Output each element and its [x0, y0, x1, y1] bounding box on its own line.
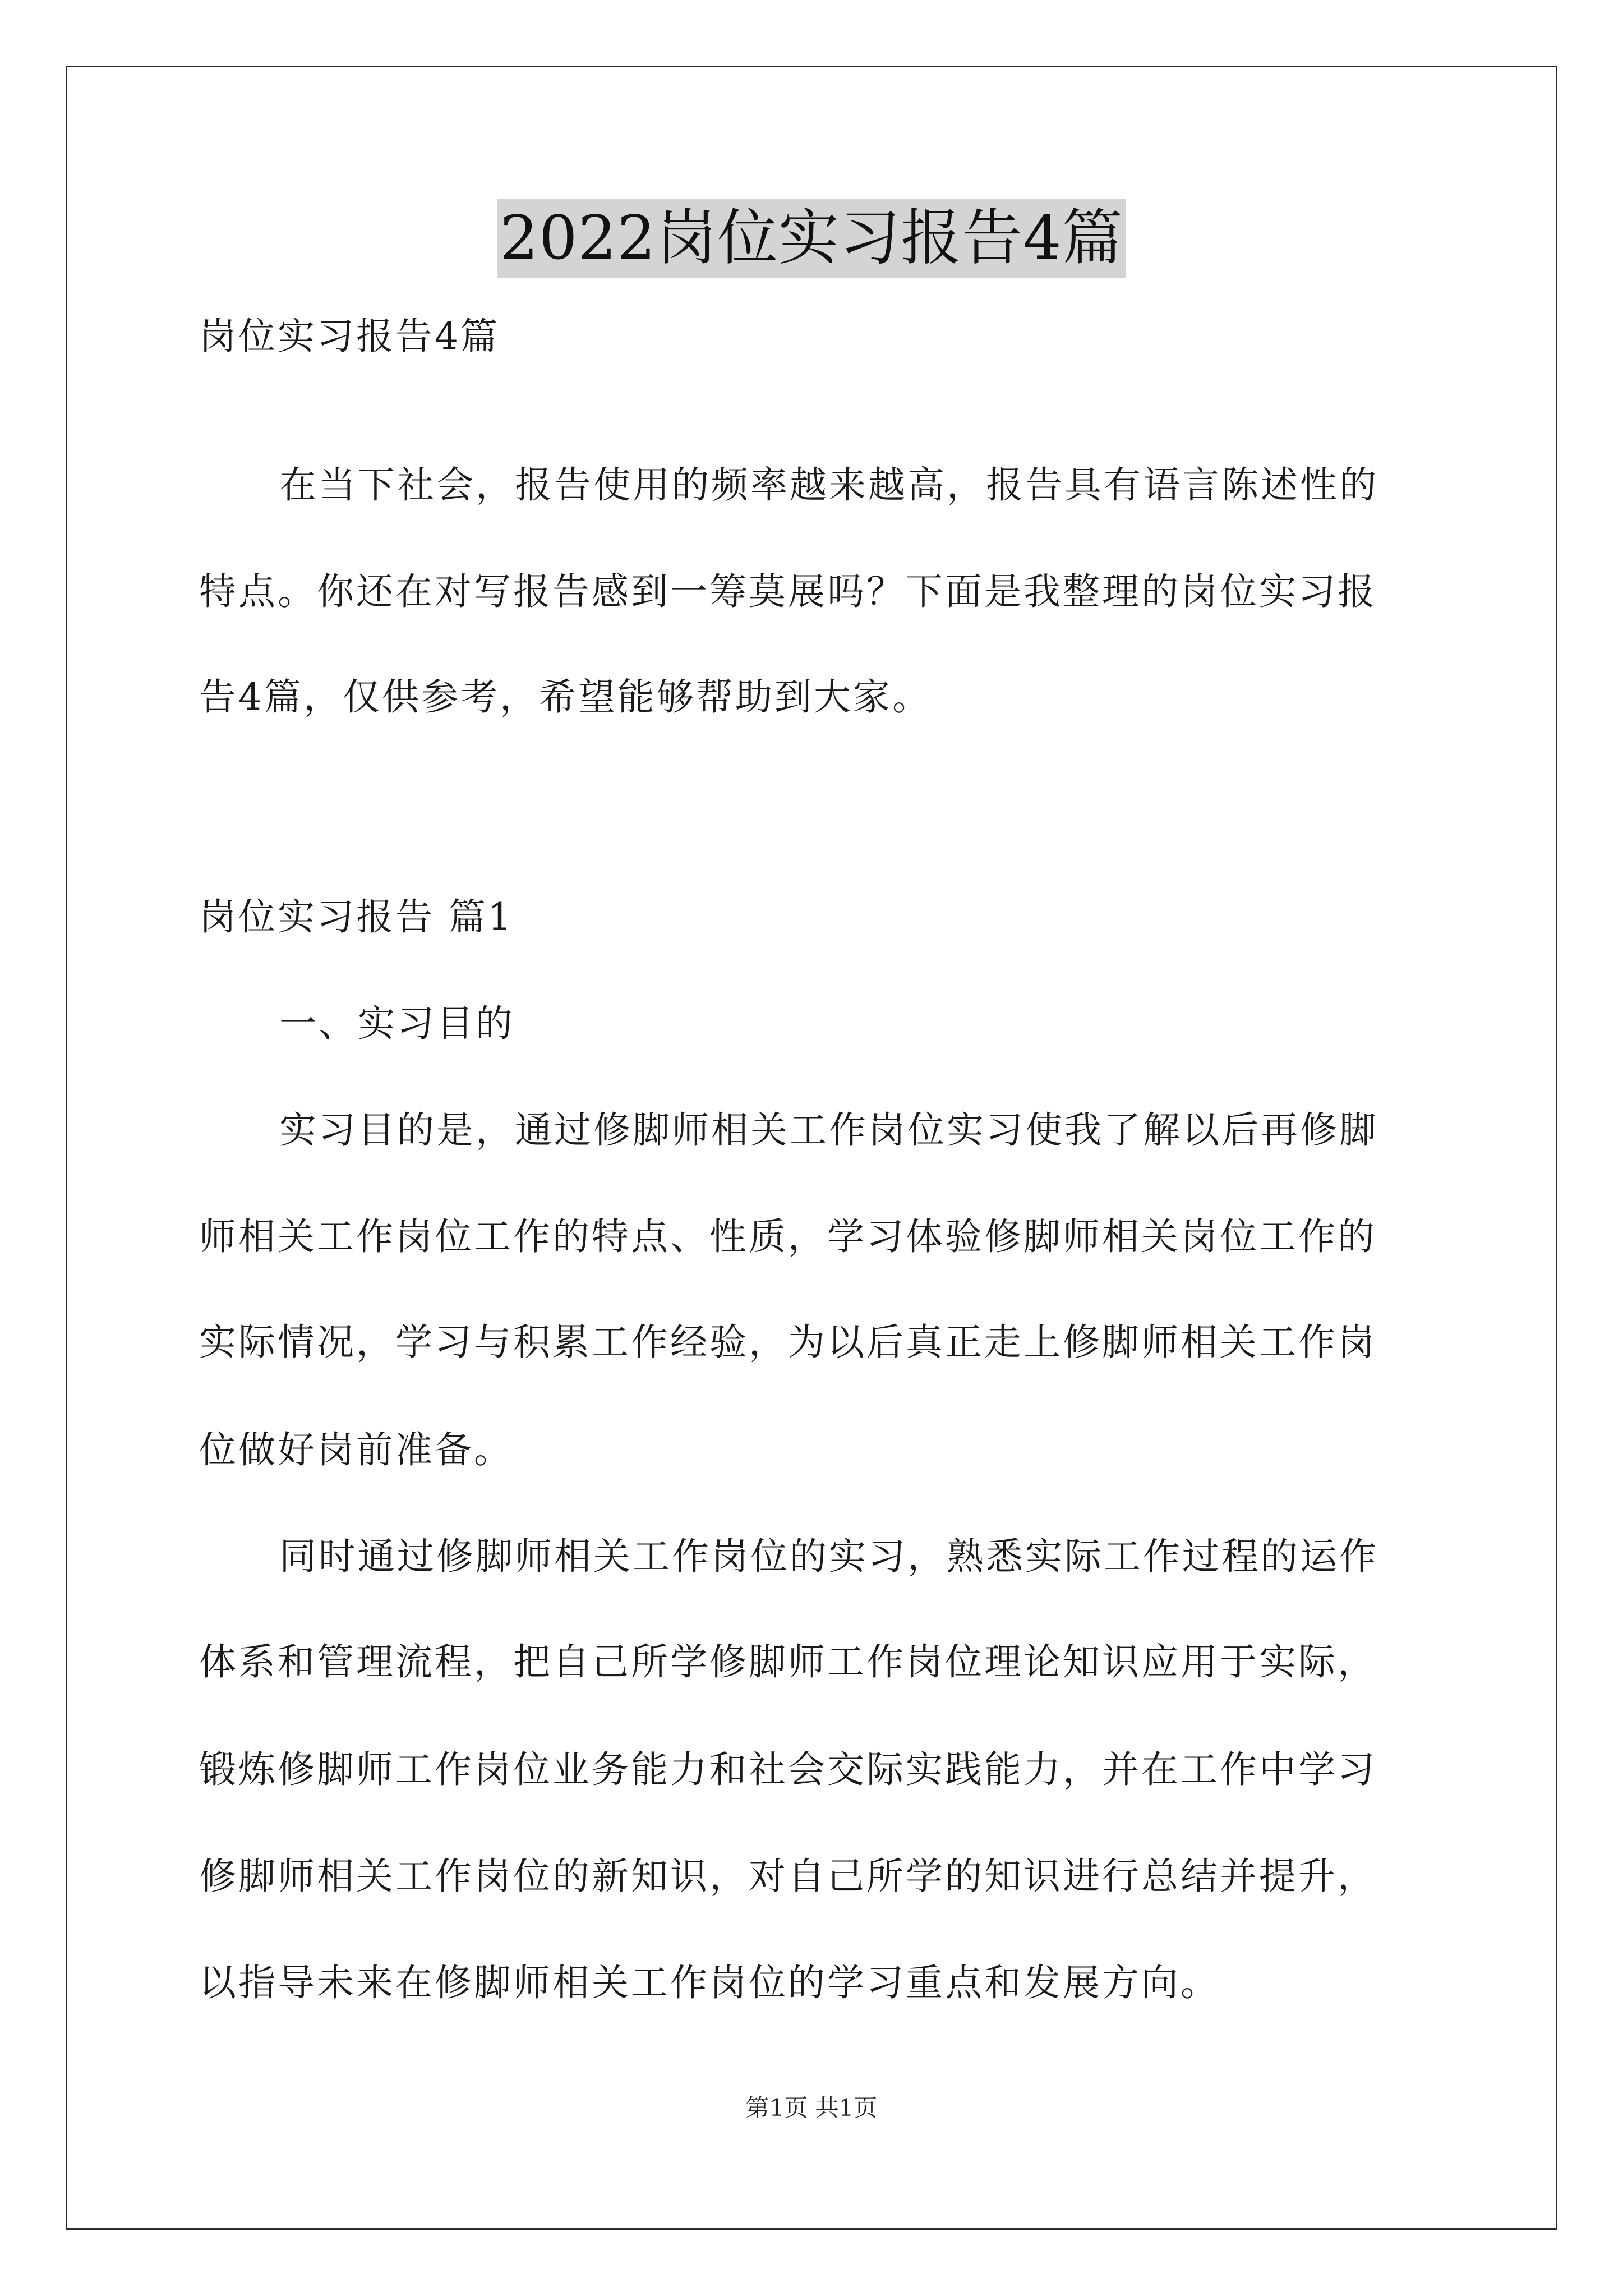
body-line: 修脚师相关工作岗位的新知识，对自己所学的知识进行总结并提升，: [199, 1855, 1377, 1898]
subtitle-line: 岗位实习报告4篇: [199, 315, 500, 358]
body-line: 锻炼修脚师工作岗位业务能力和社会交际实践能力，并在工作中学习: [199, 1748, 1377, 1791]
body-line: 以指导未来在修脚师相关工作岗位的学习重点和发展方向。: [199, 1961, 1220, 2004]
body-line: 实习目的是，通过修脚师相关工作岗位实习使我了解以后再修脚: [279, 1108, 1378, 1152]
body-line: 实际情况，学习与积累工作经验，为以后真正走上修脚师相关工作岗: [199, 1320, 1377, 1364]
body-line: 师相关工作岗位工作的特点、性质，学习体验修脚师相关岗位工作的: [199, 1215, 1377, 1258]
document-title: 2022岗位实习报告4篇: [497, 199, 1126, 278]
body-line: 特点。你还在对写报告感到一筹莫展吗？下面是我整理的岗位实习报: [199, 570, 1377, 613]
body-line: 体系和管理流程，把自己所学修脚师工作岗位理论知识应用于实际，: [199, 1640, 1377, 1683]
page-footer: 第1页 共1页: [745, 2094, 878, 2122]
body-line: 在当下社会，报告使用的频率越来越高，报告具有语言陈述性的: [279, 463, 1378, 507]
body-line: 告4篇，仅供参考，希望能够帮助到大家。: [199, 675, 932, 719]
section-heading: 岗位实习报告 篇1: [199, 895, 514, 938]
title-container: [0, 199, 1623, 278]
body-line: 位做好岗前准备。: [199, 1428, 513, 1471]
body-line: 同时通过修脚师相关工作岗位的实习，熟悉实际工作过程的运作: [279, 1535, 1378, 1578]
subsection-heading: 一、实习目的: [279, 1002, 515, 1045]
